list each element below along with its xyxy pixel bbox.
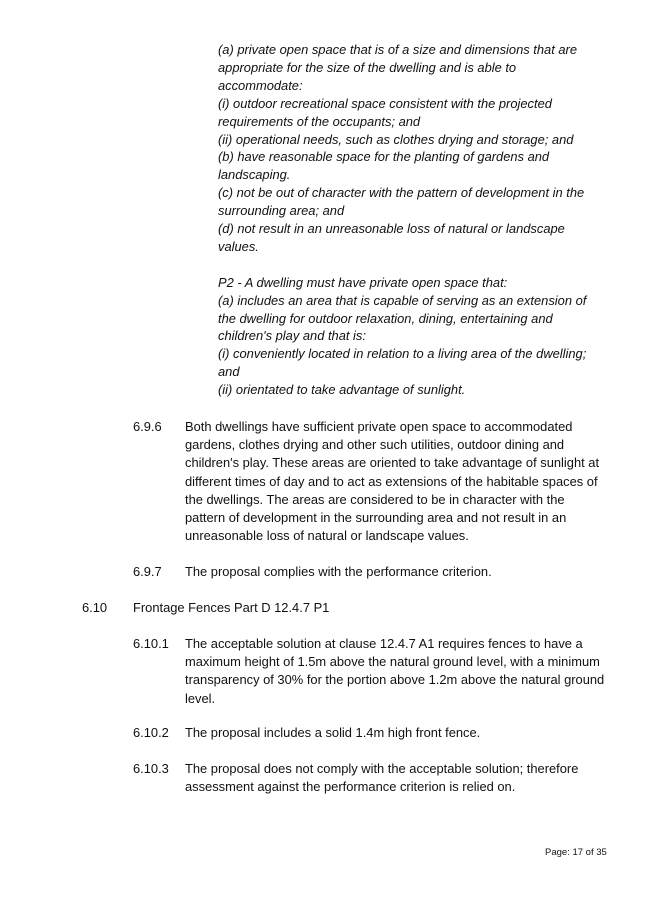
quote-line: values. (218, 238, 259, 254)
quote-line: surrounding area; and (218, 203, 345, 219)
quote-line: P2 - A dwelling must have private open space that: (218, 274, 508, 290)
section-6-9-6-text (185, 418, 599, 545)
section-6-10-1-text (185, 635, 604, 708)
page-number-footer: Page: 17 of 35 (545, 847, 607, 858)
section-number: 6.10.3 (133, 761, 169, 776)
quote-line: the dwelling for outdoor relaxation, dining, entertaining and (218, 310, 553, 326)
quote-line: (c) not be out of character with the pattern of development in the (218, 185, 585, 201)
quote-line: (a) includes an area that is capable of serving as an extension of (218, 292, 587, 308)
paragraph-line: the dwellings. The areas are considered to be in character with the (185, 491, 565, 507)
quote-line: children's play and that is: (218, 328, 366, 344)
quote-line: (i) conveniently located in relation to a living area of the dwelling; (218, 346, 587, 362)
quote-line: and (218, 364, 240, 380)
section-number: 6.9.6 (133, 419, 162, 434)
paragraph-line: The proposal complies with the performance criterion. (185, 564, 492, 579)
section-6-9-7-text (185, 563, 492, 581)
paragraph-line: unreasonable loss of natural or landscape values. (185, 528, 469, 544)
paragraph-line: level. (185, 690, 216, 706)
quote-line: requirements of the occupants; and (218, 113, 421, 129)
section-number: 6.10 (82, 600, 108, 615)
paragraph-line: gardens, clothes drying and other such utilities, outdoor dining and (185, 437, 565, 453)
paragraph-line: pattern of development in the surrounding area and not result in an (185, 510, 567, 526)
section-6-10-3-text (185, 760, 578, 796)
section-number: 6.9.7 (133, 564, 162, 579)
paragraph-line: children's play. These areas are oriented to take advantage of sunlight at (185, 455, 600, 471)
paragraph-line: different times of day and to act as extensions of the habitable spaces of (185, 473, 598, 489)
quote-line: (a) private open space that is of a size and dimensions that are (218, 42, 577, 57)
quote-line: landscaping. (218, 167, 291, 183)
paragraph-line: The proposal includes a solid 1.4m high front fence. (185, 725, 481, 740)
quote-line: (d) not result in an unreasonable loss of natural or landscape (218, 221, 565, 237)
quote-line: (ii) orientated to take advantage of sunlight. (218, 382, 466, 398)
paragraph-line: Both dwellings have sufficient private open space to accommodated (185, 419, 573, 434)
paragraph-line: The acceptable solution at clause 12.4.7 A1 requires fences to have a (185, 636, 583, 651)
section-number: 6.10.1 (133, 636, 169, 651)
section-heading: Frontage Fences Part D 12.4.7 P1 (133, 600, 330, 615)
section-6-10-2-text (185, 724, 480, 742)
paragraph-gap (218, 256, 618, 274)
section-number: 6.10.2 (133, 725, 169, 740)
paragraph-line: assessment against the performance criterion is relied on. (185, 779, 516, 795)
quote-line: appropriate for the size of the dwelling and is able to (218, 59, 517, 75)
paragraph-line: The proposal does not comply with the acceptable solution; therefore (185, 761, 579, 776)
quote-line: (i) outdoor recreational space consistent with the projected (218, 95, 552, 111)
quoted-criterion-block (218, 41, 618, 399)
quote-line: (b) have reasonable space for the planting of gardens and (218, 149, 550, 165)
paragraph-line: maximum height of 1.5m above the natural ground level, with a minimum (185, 654, 600, 670)
paragraph-line: transparency of 30% for the portion above 1.2m above the natural ground (185, 672, 605, 688)
quote-line: (ii) operational needs, such as clothes drying and storage; and (218, 131, 574, 147)
quote-line: accommodate: (218, 77, 303, 93)
